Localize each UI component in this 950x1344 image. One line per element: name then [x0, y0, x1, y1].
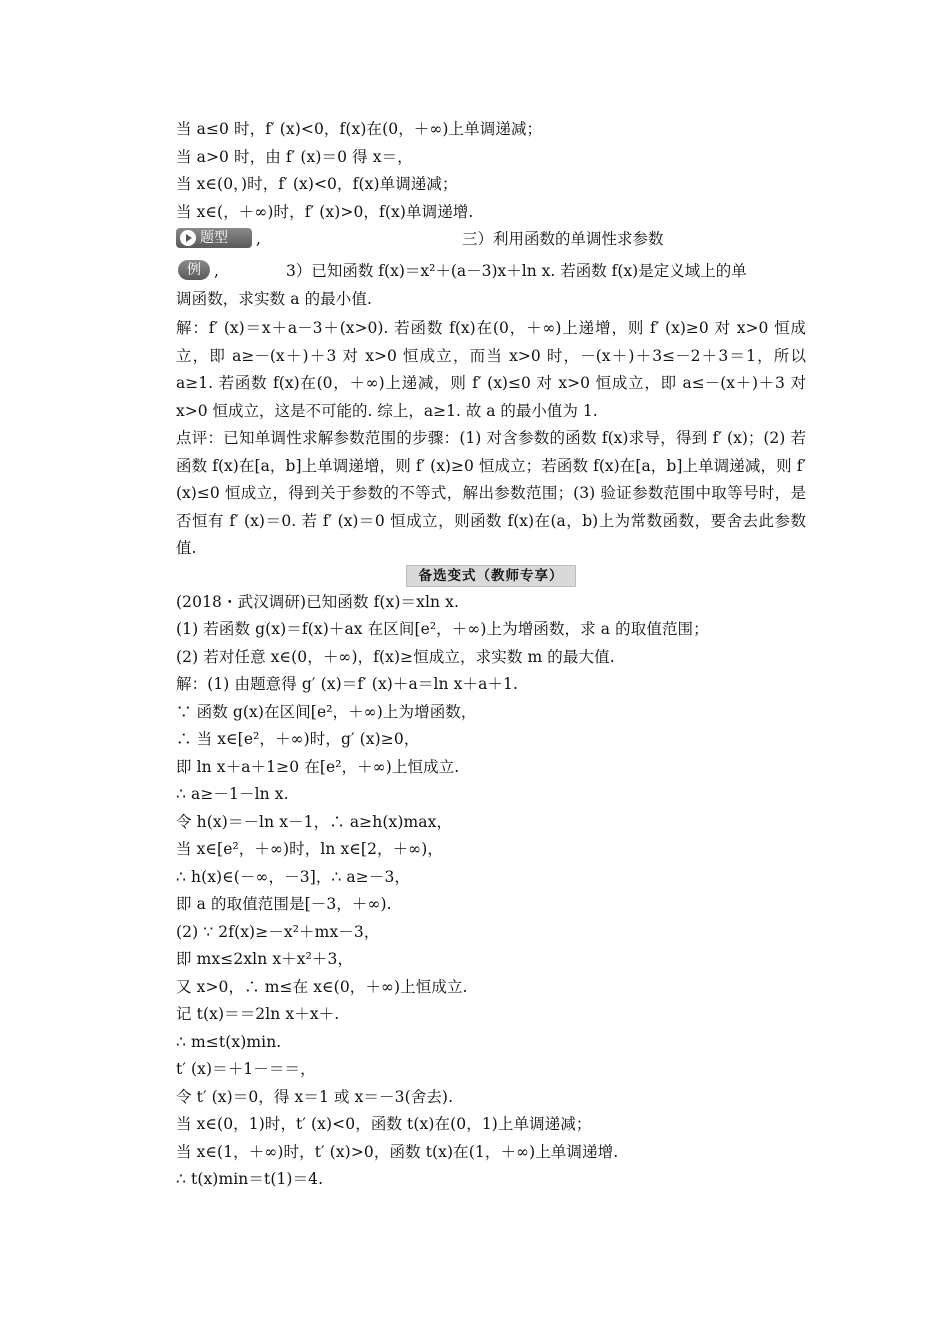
- text-line: (1) 若函数 g(x)＝f(x)＋ax 在区间[e²，＋∞)上为增函数，求 a 的取值范围；: [176, 620, 709, 638]
- text-line: ∴ t(x)min＝t(1)＝4.: [176, 1170, 324, 1188]
- text-line: 当 x∈(0，)时，f′ (x)<0，f(x)单调递减；: [176, 175, 458, 193]
- text-line: 当 x∈(0，1)时，t′ (x)<0，函数 t(x)在(0，1)上单调递减；: [176, 1115, 592, 1133]
- text-line: ∴ h(x)∈(－∞，－3]，∴ a≥－3，: [176, 867, 411, 886]
- topic-badge-label: 题型: [200, 230, 228, 246]
- solution-paragraph: 解：f′ (x)＝x＋a－3＋(x>0). 若函数 f(x)在(0，＋∞)上递增，则 f′ (x)≥0 对 x>0 恒成立，即 a≥－(x＋)＋3 对 x>0 恒成立，而当 x>0 时，－(x＋)＋3≤－2＋3＝1，所以 a≥1. 若函数 f(x)在(0，＋∞)上递减，则 f′ (x)≤0 对 x>0 恒成立，即 a≤－(x＋)＋3 对 x>0 恒成立，这是不可能的. 综上，a≥1. 故 a 的最小值为 1.: [176, 319, 806, 420]
- text-line: ∴ a≥－1－ln x.: [176, 785, 289, 803]
- text-line: ∴ 当 x∈[e²，＋∞)时，g′ (x)≥0，: [176, 730, 420, 748]
- case-analysis-block: [176, 118, 806, 228]
- example-badge: 例: [178, 260, 210, 280]
- text-line: 令 h(x)＝－ln x－1，∴ a≥h(x)max，: [176, 812, 453, 831]
- text-line: (2) 若对任意 x∈(0，＋∞)，f(x)≥恒成立，求实数 m 的最大值.: [176, 647, 615, 666]
- text-line: 当 x∈(，＋∞)时，f′ (x)>0，f(x)单调递增.: [176, 202, 474, 221]
- section-title: 三）利用函数的单调性求参数: [462, 230, 664, 248]
- text-line: 当 x∈[e²，＋∞)时，ln x∈[2，＋∞)，: [176, 840, 443, 858]
- document-page: [176, 118, 806, 1196]
- example-header: [176, 260, 806, 288]
- text-line: ∵ 函数 g(x)在区间[e²，＋∞)上为增函数，: [176, 702, 477, 721]
- variant-solution-block: [176, 591, 806, 1196]
- text-line: t′ (x)＝＋1－＝＝，: [176, 1060, 316, 1078]
- comment-paragraph: 点评：已知单调性求解参数范围的步骤：(1) 对含参数的函数 f(x)求导，得到 f′ (x)；(2) 若函数 f(x)在[a，b]上单调递增，则 f′ (x)≥0 恒成立；若函数 f(x)在[a，b]上单调递减，则 f′ (x)≤0 恒成立，得到关于参数的不等式，解出参数范围；(3) 验证参数范围中取等号时，是否恒有 f′ (x)＝0. 若 f′ (x)＝0 恒成立，则函数 f(x)在(a，b)上为常数函数，要舍去此参数值.: [176, 429, 806, 557]
- text-line: 当 x∈(1，＋∞)时，t′ (x)>0，函数 t(x)在(1，＋∞)上单调递增.: [176, 1142, 619, 1161]
- text-line: 即 a 的取值范围是[－3，＋∞).: [176, 895, 392, 913]
- variant-banner: 备选变式（教师专享）: [406, 565, 576, 587]
- text-line: 又 x>0，∴ m≤在 x∈(0，＋∞)上恒成立.: [176, 977, 468, 996]
- text-line: 当 a>0 时，由 f′ (x)＝0 得 x＝，: [176, 147, 413, 166]
- section-comma: ,: [256, 230, 261, 248]
- text-line: 即 ln x＋a＋1≥0 在[e²，＋∞)上恒成立.: [176, 757, 460, 776]
- text-line: (2) ∵ 2f(x)≥－x²＋mx－3，: [176, 922, 380, 941]
- text-line: ∴ m≤t(x)min.: [176, 1032, 282, 1051]
- text-line: 令 t′ (x)＝0，得 x＝1 或 x＝－3(舍去).: [176, 1087, 454, 1106]
- section-header: [176, 228, 806, 260]
- text-line: 当 a≤0 时，f′ (x)<0，f(x)在(0，＋∞)上单调递减；: [176, 120, 543, 138]
- topic-badge: [176, 228, 252, 248]
- text-line: 即 mx≤2xln x＋x²＋3，: [176, 950, 354, 968]
- example-problem-continuation: 调函数，求实数 a 的最小值.: [176, 289, 373, 308]
- text-line: (2018・武汉调研)已知函数 f(x)＝xln x.: [176, 592, 460, 611]
- text-line: 记 t(x)＝＝2ln x＋x＋.: [176, 1005, 340, 1023]
- text-line: 解：(1) 由题意得 g′ (x)＝f′ (x)＋a＝ln x＋a＋1.: [176, 675, 519, 693]
- example-problem-line: 3）已知函数 f(x)＝x²＋(a－3)x＋ln x. 若函数 f(x)是定义域上的单: [286, 262, 747, 280]
- example-comma: ,: [214, 262, 219, 280]
- play-arrow-icon: [180, 230, 196, 246]
